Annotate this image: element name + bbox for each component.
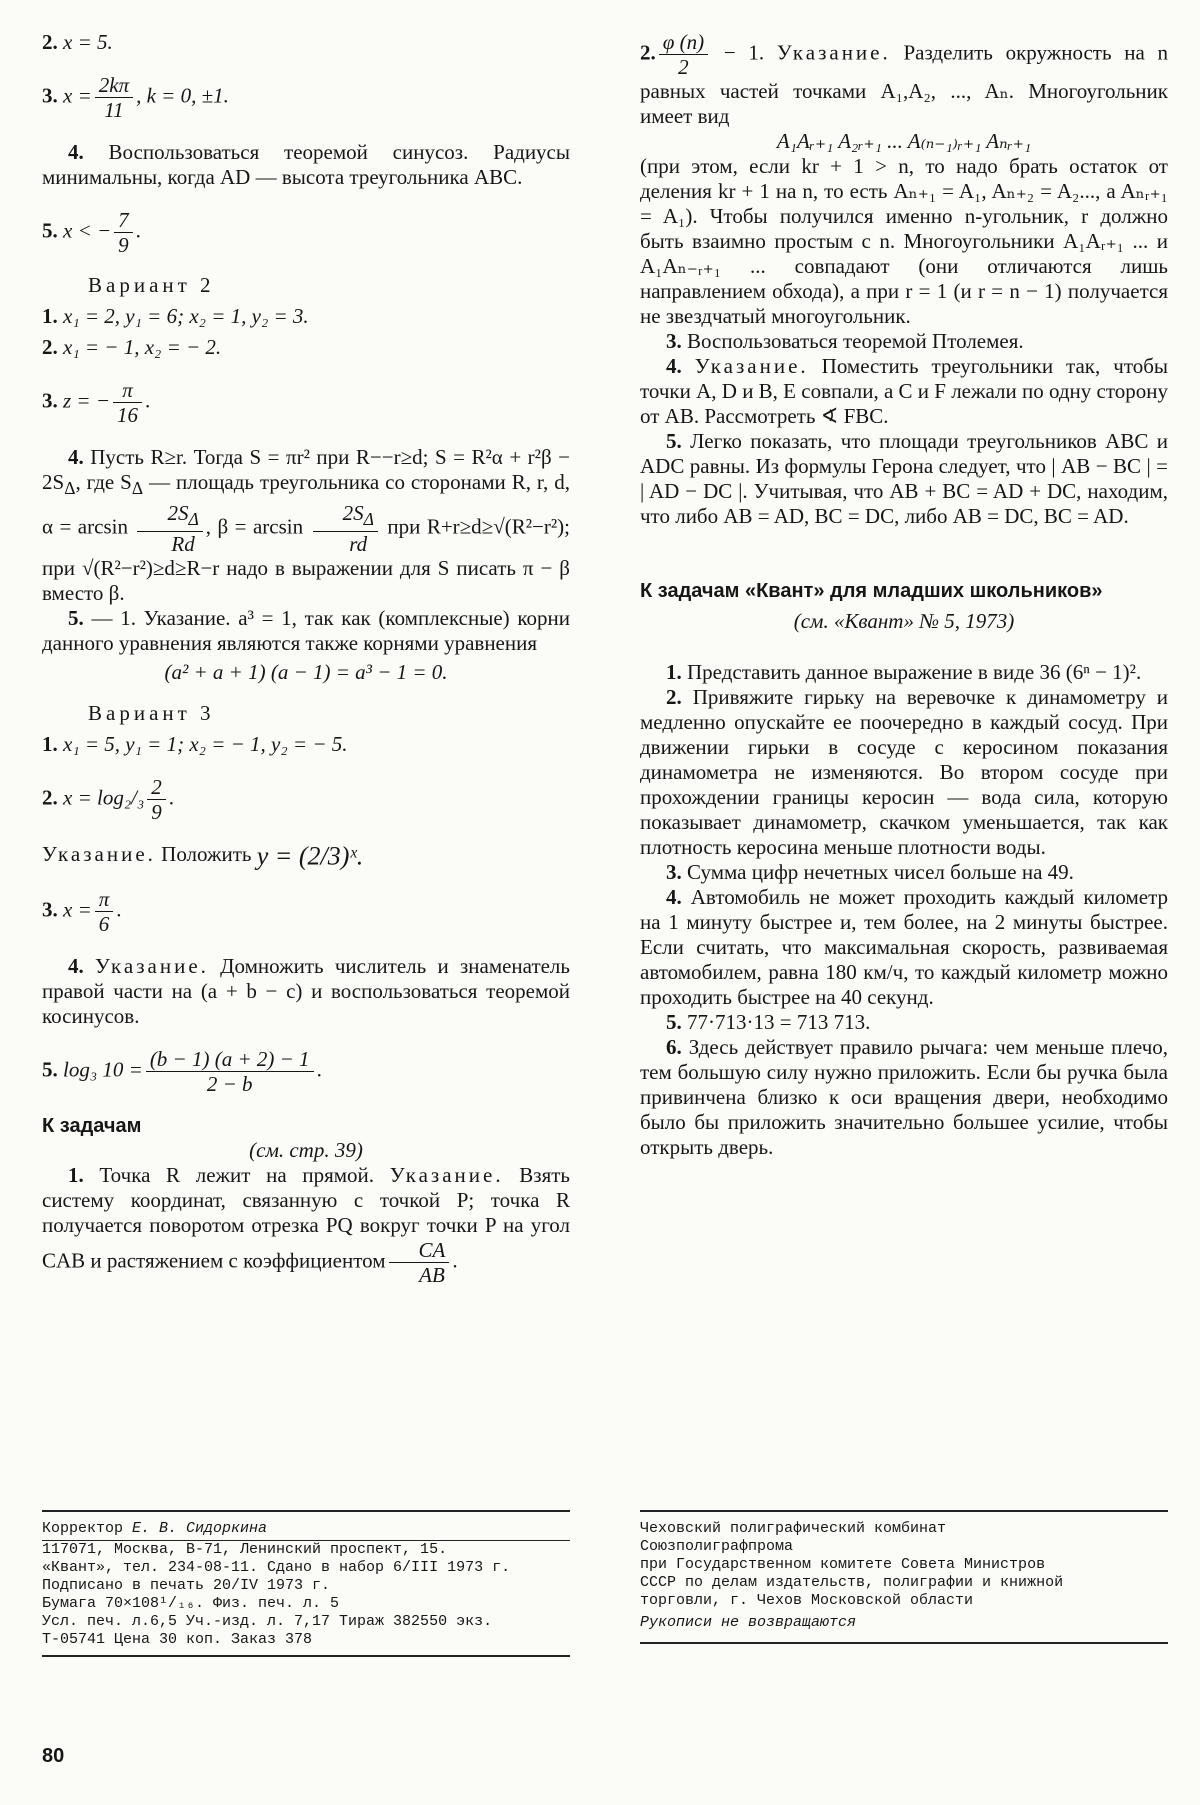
imprint-line-2: «Квант», тел. 234-08-11. Сдано в набор 6/III 1973 г.: [42, 1559, 511, 1576]
printer-line-1: Чеховский полиграфический комбинат: [640, 1520, 947, 1537]
q-answer-2: 2. Привяжите гирьку на веревочке к динамометру и медленно опускайте ее поочередно в каждый сосуд. При движении гирьки в сосуде с керосином показания динамометра не изменяются. Во втором сосуде при прохождении границы керосин — вода сила, которую показывает динамометр, скачком уменьшается, так как плотность керосина меньше плотности воды.: [640, 685, 1168, 859]
v2-answer-5: 5. — 1. Указание. a³ = 1, так как (комплексные) корни данного уравнения являются также корнями уравнения: [42, 606, 570, 656]
printer-line-5: торговли, г. Чехов Московской области: [640, 1592, 974, 1609]
v2-equation: (a² + a + 1) (a − 1) = a³ − 1 = 0.: [164, 660, 448, 685]
imprint-rule-right-bottom: [640, 1642, 1168, 1644]
section-heading-1: К задачам: [42, 1115, 142, 1138]
printer-line-2: Союзполиграфпрома: [640, 1538, 794, 1555]
imprint-line-1: 117071, Москва, В-71, Ленинский проспект, 15.: [42, 1541, 448, 1558]
imprint-rule-right: [640, 1510, 1168, 1512]
left-column: [42, 30, 570, 1287]
v3-answer-4: 4. Указание. Домножить числитель и знаменатель правой части на (a + b − c) и воспользоваться теоремой косинусов.: [42, 954, 570, 1029]
r-polygon-formula: A₁Aᵣ₊₁ A₂ᵣ₊₁ ... A₍ₙ₋₁₎ᵣ₊₁ Aₙᵣ₊₁: [776, 129, 1032, 153]
right-column: [640, 30, 1168, 1160]
r-answer-3: 3. Воспользоваться теоремой Птолемея.: [666, 329, 1024, 353]
printer-line-4: СССР по делам издательств, полиграфии и книжной: [640, 1574, 1064, 1591]
variant-2-title: Вариант 2: [88, 273, 215, 297]
page-number: 80: [42, 1745, 65, 1767]
v3-hint: Указание. Положить y = (2/3)ˣ.: [42, 842, 364, 872]
v3-answer-2: 2. x = log₂/₃ $\frac{2}{9}$ .: [42, 775, 175, 825]
v2-answer-4: 4. Пусть R≥r. Тогда S = πr² при R−−r≥d; $S = R^2\alpha + r^2\beta - 2S_\Delta$, где $S_\Delta$ — площадь треугольника со сторонами R, r, d, α = arcsin $\frac{2S_\Delta}{Rd}$ , β = arcsin $\frac{2S_\Delta}{rd}$ при R+r≥d≥√(R²−r²); при √(R²−r²)≥d≥R−r надо в выражении для S писать π − β вместо β.: [42, 445, 570, 606]
imprint-rule-left: [42, 1510, 570, 1512]
answer-4: 4. Воспользоваться теоремой синусоз. Радиусы минимальны, когда AD — высота треугольника ABC.: [42, 140, 570, 189]
imprint-line-6: Т-05741 Цена 30 коп. Заказ 378: [42, 1631, 313, 1648]
v2-answer-3: 3. z = − $\frac{\pi}{16}$ .: [42, 378, 151, 427]
v2-answer-2: 2. x₁ = − 1, x₂ = − 2.: [42, 335, 222, 359]
imprint-line-4: Бумага 70×108¹/₁₆. Физ. печ. л. 5: [42, 1595, 340, 1612]
imprint-line-3: Подписано в печать 20/IV 1973 г.: [42, 1577, 331, 1594]
k-answer-1: 1. Точка R лежит на прямой. Указание. Взять систему координат, связанную с точкой P; точка R получается поворотом отрезка PQ вокруг точки P на угол CAB и растяжением с коэффициентом $\frac{CA}{AB}$ .: [42, 1163, 570, 1288]
imprint-right: [640, 1510, 1168, 1652]
variant-3-title: Вариант 3: [88, 701, 215, 726]
imprint-rule-left-bottom: [42, 1655, 570, 1657]
printer-line-3: при Государственном комитете Совета Министров: [640, 1556, 1046, 1573]
q-answer-3: 3. Сумма цифр нечетных чисел больше на 49.: [666, 860, 1074, 884]
answer-3: 3. x = $\frac{2k\pi}{11}$ , k = 0, ±1.: [42, 73, 229, 122]
imprint-line-5: Усл. печ. л.6,5 Уч.-изд. л. 7,17 Тираж 382550 экз.: [42, 1613, 493, 1630]
q-answer-5: 5. 77·713·13 = 713 713.: [666, 1010, 871, 1034]
r-answer-5: 5. Легко показать, что площади треугольников ABC и ADC равны. Из формулы Герона следует, что | AB − BC | = | AD − DC |. Учитывая, что AB + BC = AD + DC, находим, что либо AB = AD, BC = DC, либо AB = DC, BC = AD.: [640, 429, 1168, 528]
r-answer-2-cont: (при этом, если kr + 1 > n, то надо брать остаток от деления kr + 1 на n, то есть Aₙ₊₁ = A₁, Aₙ₊₂ = A₂..., a Aₙᵣ₊₁ = A₁). Чтобы получился именно n-угольник, r должно быть взаимно простым с n. Многоугольники A₁Aᵣ₊₁ ... и A₁Aₙ₋ᵣ₊₁ ... совпадают (они отличаются лишь направлением обхода), а при r = 1 (и r = n − 1) получается не звездчатый многоугольник.: [640, 154, 1168, 328]
r-answer-4: 4. Указание. Поместить треугольники так, чтобы точки A, D и B, E совпали, а C и F лежали по одну сторону от AB. Рассмотреть ∢ FBC.: [640, 354, 1169, 428]
manuscripts-notice: Рукописи не возвращаются: [640, 1614, 857, 1631]
answer-2: 2. x = 5.: [42, 30, 113, 54]
section-heading-2: К задачам «Квант» для младших школьников»: [640, 580, 1103, 602]
q-answer-1: 1. Представить данное выражение в виде 36 (6ⁿ − 1)².: [666, 660, 1142, 684]
v3-answer-5: 5. log₃ 10 = $\frac{(b - 1) (a + 2) - 1}{2 - b}$ .: [42, 1047, 322, 1097]
q-answer-6: 6. Здесь действует правило рычага: чем меньше плечо, тем большую силу нужно приложить. Если бы ручка была привинчена близко к оси вращения двери, необходимо было бы приложить значительно большее усилие, чтобы открыть дверь.: [640, 1035, 1169, 1159]
section-ref-1: (см. стр. 39): [249, 1138, 363, 1163]
q-answer-4: 4. Автомобиль не может проходить каждый километр на 1 минуту быстрее и, тем более, на 2 минуты быстрее. Если считать, что максимальная скорость, развиваемая автомобилем, равна 180 км/ч, то каждый километр можно проходить быстрее на 40 секунд.: [640, 885, 1168, 1009]
imprint-left: [42, 1510, 570, 1665]
v3-answer-1: 1. x₁ = 5, y₁ = 1; x₂ = − 1, y₂ = − 5.: [42, 732, 348, 757]
answer-5: 5. x < − $\frac{7}{9}$ .: [42, 208, 141, 257]
v3-answer-3: 3. x = $\frac{\pi}{6}$ .: [42, 887, 122, 937]
section-ref-2: (см. «Квант» № 5, 1973): [793, 609, 1015, 633]
r-answer-2: 2. $\frac{\varphi (n)}{2}$ − 1. Указание. Разделить окружность на n равных частей точками A₁,A₂, ..., Aₙ. Многоугольник имеет вид: [640, 30, 1169, 128]
corrector-line: Корректор Е. В. Сидоркина: [42, 1520, 570, 1541]
v2-answer-1: 1. x₁ = 2, y₁ = 6; x₂ = 1, y₂ = 3.: [42, 304, 309, 328]
